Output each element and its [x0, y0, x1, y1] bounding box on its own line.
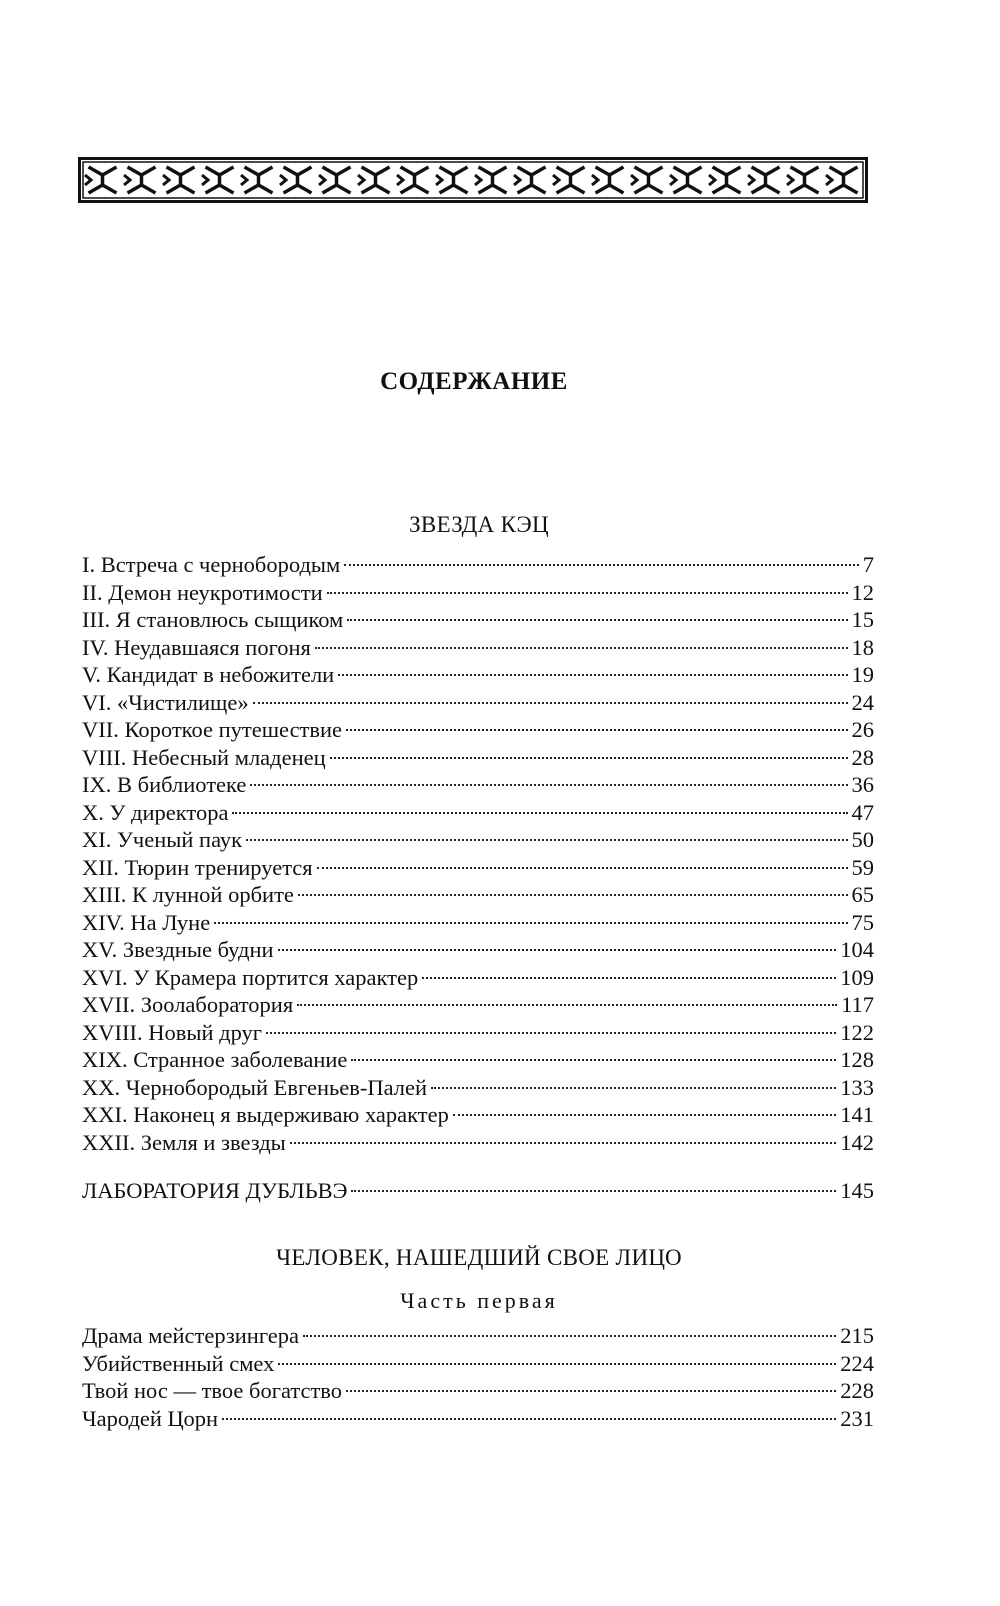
toc-entry	[82, 1101, 874, 1129]
toc-entry	[82, 1074, 874, 1102]
toc-entry	[82, 744, 874, 772]
toc-entry	[82, 1129, 874, 1157]
toc-entry-page-number: 145	[840, 1178, 874, 1203]
toc-entry	[82, 991, 874, 1019]
dot-leader	[351, 1190, 836, 1192]
section-heading-zvezda-kec: ЗВЕЗДА КЭЦ	[409, 512, 549, 537]
toc-entry	[82, 936, 874, 964]
toc-entry-label: XVII. Зоолаборатория	[82, 992, 294, 1017]
toc-entry	[82, 909, 874, 937]
dot-leader	[346, 729, 847, 731]
dot-leader	[222, 1418, 836, 1420]
toc-entry-label: XV. Звездные будни	[82, 937, 274, 962]
dot-leader	[327, 592, 848, 594]
toc-entry-label: XII. Тюрин тренируется	[82, 854, 313, 880]
toc-entry-page-number: 12	[851, 579, 874, 605]
dot-leader	[250, 784, 847, 786]
toc-entry-label: Убийственный смех	[82, 1350, 275, 1376]
toc-entry-page-number: 228	[840, 1378, 874, 1403]
toc-entry-label: III. Я становлюсь сыщиком	[82, 607, 344, 632]
toc-entry-page-number: 75	[851, 909, 874, 935]
toc-entry	[82, 854, 874, 882]
toc-entry-label: Драма мейстерзингера	[82, 1323, 300, 1348]
dot-leader	[297, 1004, 837, 1006]
toc-entry	[82, 1046, 874, 1074]
toc-entry-label: VIII. Небесный младенец	[82, 744, 326, 770]
toc-entry-label: Чародей Цорн	[82, 1405, 219, 1431]
dot-leader	[278, 1363, 836, 1365]
toc-entry	[82, 1377, 874, 1405]
toc-entry-page-number: 122	[840, 1019, 874, 1045]
dot-leader	[253, 702, 848, 704]
toc-entry-label: XVIII. Новый друг	[82, 1019, 263, 1045]
dot-leader	[317, 867, 848, 869]
toc-entry-page-number: 104	[840, 937, 874, 962]
dot-leader	[351, 1059, 836, 1061]
section-heading-chelovek: ЧЕЛОВЕК, НАШЕДШИЙ СВОЕ ЛИЦО	[276, 1245, 682, 1270]
toc-entry	[82, 661, 874, 689]
toc-entry-page-number: 26	[851, 717, 874, 742]
toc-entry-label: Твой нос — твое богатство	[82, 1378, 343, 1403]
dot-leader	[431, 1087, 836, 1089]
toc-entry	[82, 634, 874, 662]
toc-entry-label: XI. Ученый паук	[82, 827, 243, 852]
toc-entry	[82, 1405, 874, 1433]
toc-entry	[82, 799, 874, 827]
toc-entry-page-number: 224	[840, 1350, 874, 1376]
dot-leader	[330, 757, 848, 759]
toc-entry	[82, 689, 874, 717]
toc-entry	[82, 716, 874, 744]
toc-entry	[82, 1350, 874, 1378]
toc-entry	[82, 881, 874, 909]
toc-entry	[82, 964, 874, 992]
toc-entry-label: IX. В библиотеке	[82, 772, 247, 797]
toc-list-chelovek	[82, 1322, 874, 1432]
dot-leader	[278, 949, 837, 951]
toc-list-laboratoriya	[82, 1177, 874, 1205]
toc-entry-label: XIV. На Луне	[82, 909, 211, 935]
toc-list-zvezda-kec	[82, 551, 874, 1156]
toc-entry-page-number: 133	[840, 1074, 874, 1100]
toc-entry-label: I. Встреча с чернобородым	[82, 552, 341, 577]
toc-entry	[82, 606, 874, 634]
toc-entry-page-number: 18	[851, 634, 874, 660]
part-heading: Часть первая	[400, 1288, 558, 1313]
dot-leader	[298, 894, 848, 896]
toc-entry-label: XIII. К лунной орбите	[82, 882, 294, 907]
toc-entry-label: XXII. Земля и звезды	[82, 1129, 286, 1155]
dot-leader	[303, 1335, 836, 1337]
toc-entry-page-number: 59	[851, 854, 874, 880]
toc-entry-page-number: 117	[841, 992, 874, 1017]
toc-entry-label: ЛАБОРАТОРИЯ ДУБЛЬВЭ	[82, 1178, 348, 1203]
toc-entry-page-number: 231	[840, 1405, 874, 1431]
toc-entry-page-number: 109	[840, 964, 874, 990]
toc-entry-label: V. Кандидат в небожители	[82, 662, 335, 687]
toc-entry-page-number: 141	[840, 1102, 874, 1127]
toc-entry	[82, 1322, 874, 1350]
dot-leader	[290, 1142, 836, 1144]
toc-entry-page-number: 215	[840, 1323, 874, 1348]
toc-entry-label: VII. Короткое путешествие	[82, 717, 343, 742]
toc-entry-label: XXI. Наконец я выдерживаю характер	[82, 1102, 449, 1127]
toc-entry-label: II. Демон неукротимости	[82, 579, 323, 605]
toc-entry-page-number: 47	[851, 799, 874, 825]
toc-entry	[82, 1177, 874, 1205]
toc-entry-page-number: 50	[851, 827, 874, 852]
toc-entry-page-number: 128	[840, 1047, 874, 1072]
toc-entry-label: XX. Чернобородый Евгеньев-Палей	[82, 1074, 428, 1100]
toc-entry	[82, 579, 874, 607]
dot-leader	[346, 1390, 836, 1392]
toc-entry-label: X. У директора	[82, 799, 229, 825]
toc-entry	[82, 551, 874, 579]
toc-entry	[82, 826, 874, 854]
dot-leader	[453, 1114, 836, 1116]
toc-entry-page-number: 7	[862, 552, 874, 577]
dot-leader	[338, 674, 847, 676]
toc-entry-label: VI. «Чистилище»	[82, 689, 249, 715]
dot-leader	[315, 647, 848, 649]
toc-entry-label: XIX. Странное заболевание	[82, 1047, 348, 1072]
dot-leader	[344, 564, 858, 566]
toc-entry-page-number: 19	[851, 662, 874, 687]
toc-entry-page-number: 65	[851, 882, 874, 907]
dot-leader	[422, 977, 836, 979]
toc-entry-label: IV. Неудавшаяся погоня	[82, 634, 311, 660]
toc-entry-label: XVI. У Крамера портится характер	[82, 964, 419, 990]
toc-entry	[82, 771, 874, 799]
toc-entry-page-number: 28	[851, 744, 874, 770]
toc-entry-page-number: 15	[851, 607, 874, 632]
toc-entry-page-number: 36	[851, 772, 874, 797]
dot-leader	[232, 812, 847, 814]
toc-entry	[82, 1019, 874, 1047]
dot-leader	[347, 619, 847, 621]
dot-leader	[266, 1032, 836, 1034]
braided-border-ornament-icon	[78, 157, 868, 203]
toc-entry-page-number: 24	[851, 689, 874, 715]
toc-entry-page-number: 142	[840, 1129, 874, 1155]
page-title: СОДЕРЖАНИЕ	[380, 368, 568, 395]
dot-leader	[246, 839, 847, 841]
dot-leader	[214, 922, 847, 924]
